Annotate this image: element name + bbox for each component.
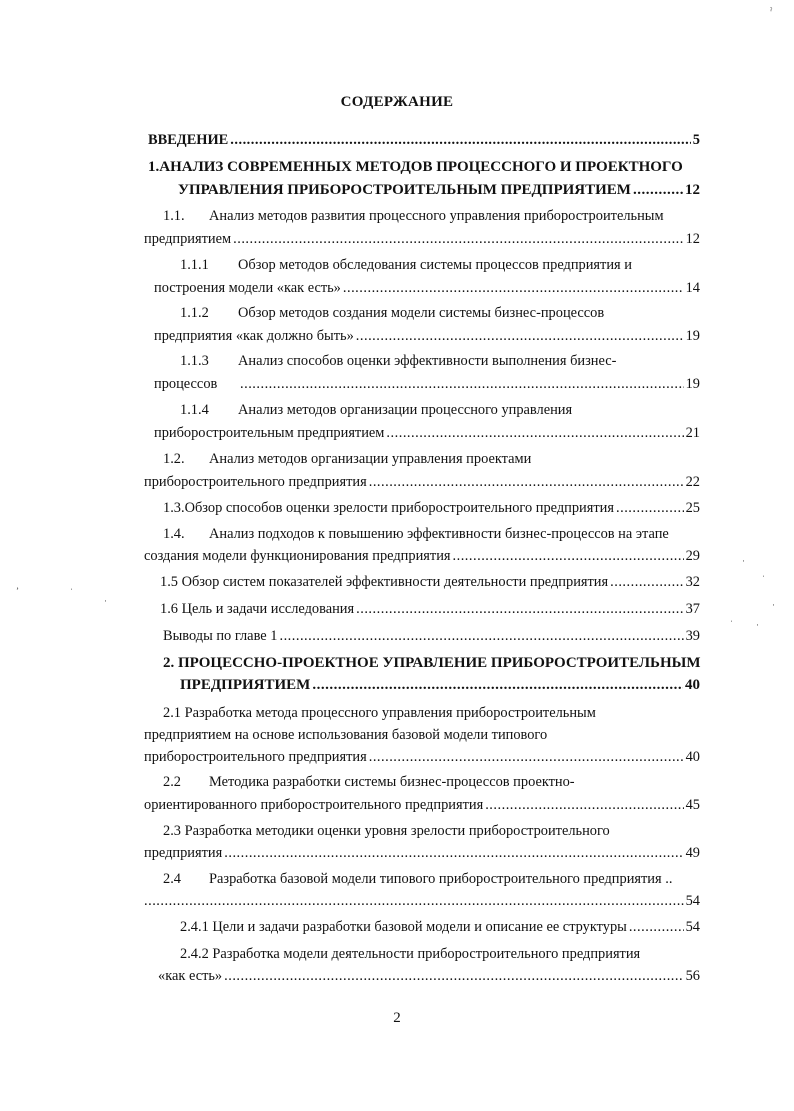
toc-entry-2-4-2-line1: 2.4.2 Разработка модели деятельности приборостроительного предприятия — [180, 946, 641, 962]
toc-entry-intro — [148, 131, 700, 149]
toc-page-number: 54 — [685, 919, 700, 935]
section-number: 1.3. — [163, 500, 185, 516]
leader-dots — [224, 967, 683, 985]
leader-dots — [369, 473, 684, 491]
toc-chapter1-line1: 1.АНАЛИЗ СОВРЕМЕННЫХ МЕТОДОВ ПРОЦЕССНОГО И ПРОЕКТНОГО — [148, 159, 683, 175]
leader-dots — [485, 796, 683, 814]
toc-title: СОДЕРЖАНИЕ — [340, 94, 454, 110]
scan-speck: ˌ — [70, 580, 73, 590]
toc-entry-label: 1.6 Цель и задачи исследования — [160, 601, 355, 617]
leader-dots — [233, 230, 683, 248]
toc-page-number: 39 — [685, 628, 700, 644]
section-number: 1.1.3 — [180, 353, 209, 369]
toc-entry-1-1-3 — [154, 375, 700, 393]
page-number: 2 — [393, 1010, 401, 1026]
toc-entry-1-2-line1 — [163, 450, 531, 468]
toc-entry-1-1-4-line1 — [180, 401, 572, 419]
toc-entry-label: 2.4.1 Цели и задачи разработки базовой модели и описание ее структуры — [180, 919, 627, 935]
toc-entry-label: УПРАВЛЕНИЯ ПРИБОРОСТРОИТЕЛЬНЫМ ПРЕДПРИЯТИЕМ — [178, 182, 631, 198]
section-title: Анализ способов оценки эффективности выполнения бизнес- — [238, 353, 617, 369]
toc-entry-1-2 — [144, 473, 700, 491]
toc-page-number: 37 — [685, 601, 700, 617]
scan-speck: · — [742, 556, 745, 566]
section-number: 1.4. — [163, 526, 185, 542]
scan-speck: · — [772, 600, 775, 610]
leader-dots — [240, 375, 684, 393]
section-number: 1.1.4 — [180, 402, 209, 418]
toc-entry-2-2-line1 — [163, 773, 575, 791]
toc-entry-label: ориентированного приборостроительного предприятия — [144, 797, 484, 813]
section-title: Обзор методов создания модели системы бизнес-процессов — [238, 305, 605, 321]
section-title: Анализ методов развития процессного управления приборостроительным — [209, 208, 664, 224]
toc-entry-2-1 — [144, 748, 700, 766]
toc-page-number: 54 — [685, 893, 700, 909]
toc-page-number: 21 — [685, 425, 700, 441]
toc-entry-2-4-2 — [158, 967, 700, 985]
scan-speck: · — [756, 620, 759, 630]
leader-dots — [356, 327, 684, 345]
toc-entry-chapter1 — [178, 181, 700, 199]
leader-dots — [386, 424, 683, 442]
toc-entry-2-1-line1: 2.1 Разработка метода процессного управления приборостроительным — [163, 705, 596, 721]
toc-entry-1-1-2 — [154, 327, 700, 345]
leader-dots — [230, 131, 691, 149]
leader-dots — [633, 181, 683, 199]
leader-dots — [356, 600, 683, 618]
leader-dots — [629, 918, 684, 936]
section-title: Обзор методов обследования системы процессов предприятия и — [238, 257, 632, 273]
toc-entry-conclusions-1 — [163, 627, 700, 645]
toc-entry-chapter2 — [180, 676, 700, 694]
toc-page-number: 25 — [685, 500, 700, 516]
toc-entry-1-3 — [163, 499, 700, 517]
toc-entry-label: приборостроительного предприятия — [144, 474, 367, 490]
toc-entry-1-1 — [144, 230, 700, 248]
section-number: 2.4 — [163, 871, 181, 887]
toc-page-number: 12 — [685, 231, 700, 247]
leader-dots — [610, 573, 683, 591]
section-title: Методика разработки системы бизнес-процессов проектно- — [209, 774, 575, 790]
leader-dots — [144, 892, 684, 910]
scan-speck: · — [104, 596, 107, 606]
toc-page-number: 5 — [692, 132, 700, 148]
toc-entry-2-3 — [144, 844, 700, 862]
section-number: 2.2 — [163, 774, 181, 790]
toc-entry-1-1-1-line1 — [180, 256, 632, 274]
section-title: Анализ подходов к повышению эффективности бизнес-процессов на этапе — [209, 526, 669, 542]
toc-entry-label: Выводы по главе 1 — [163, 628, 278, 644]
leader-dots — [312, 676, 683, 694]
toc-chapter2-line1: 2. ПРОЦЕССНО-ПРОЕКТНОЕ УПРАВЛЕНИЕ ПРИБОРОСТРОИТЕЛЬНЫМ — [163, 655, 701, 671]
section-title: Анализ методов организации процессного управления — [238, 402, 573, 418]
toc-entry-label: предприятием — [144, 231, 232, 247]
toc-page-number: 12 — [685, 182, 700, 198]
toc-entry-label: ПРЕДПРИЯТИЕМ — [180, 677, 311, 693]
toc-entry-2-1-line2: предприятием на основе использования базовой модели типового — [144, 727, 548, 743]
section-number: 1.1.2 — [180, 305, 209, 321]
toc-entry-label: создания модели функционирования предприятия — [144, 548, 451, 564]
section-number: 1.2. — [163, 451, 185, 467]
toc-entry-2-4-line1 — [163, 870, 672, 888]
toc-entry-2-4 — [144, 892, 700, 910]
section-title: Разработка базовой модели типового приборостроительного предприятия — [209, 871, 662, 887]
toc-entry-1-4-line1 — [163, 525, 669, 543]
toc-entry-label: процессов — [154, 376, 218, 392]
toc-entry-label: приборостроительным предприятием — [154, 425, 385, 441]
leader-dots — [343, 279, 684, 297]
toc-page-number: 19 — [685, 328, 700, 344]
toc-entry-1-1-line1 — [163, 207, 664, 225]
toc-entry-1-1-2-line1 — [180, 304, 604, 322]
toc-page-number: 40 — [685, 749, 700, 765]
toc-entry-1-1-4 — [154, 424, 700, 442]
toc-page-number: 19 — [685, 376, 700, 392]
toc-entry-1-6 — [160, 600, 700, 618]
toc-page-number: 49 — [685, 845, 700, 861]
toc-page-number: 40 — [685, 677, 700, 693]
toc-entry-2-2 — [144, 796, 700, 814]
toc-entry-label: построения модели «как есть» — [154, 280, 341, 296]
toc-entry-label: ВВЕДЕНИЕ — [148, 132, 229, 148]
leader-dots — [453, 547, 684, 565]
toc-entry-label: предприятия «как должно быть» — [154, 328, 354, 344]
toc-page-number: 45 — [685, 797, 700, 813]
leader-dots-trail: .. — [665, 871, 673, 887]
leader-dots — [616, 499, 684, 517]
leader-dots — [279, 627, 683, 645]
section-number: 1.1.1 — [180, 257, 209, 273]
section-number: 1.1. — [163, 208, 185, 224]
leader-dots — [224, 844, 683, 862]
toc-page-number: 56 — [685, 968, 700, 984]
toc-page-number: 22 — [685, 474, 700, 490]
toc-entry-label: 1.5 Обзор систем показателей эффективности деятельности предприятия — [160, 574, 609, 590]
toc-page-number: 32 — [685, 574, 700, 590]
toc-entry-label: Обзор способов оценки зрелости приборостроительного предприятия — [184, 500, 614, 516]
toc-entry-1-5 — [160, 573, 700, 591]
toc-entry-1-1-1 — [154, 279, 700, 297]
toc-page-number: 14 — [685, 280, 700, 296]
toc-entry-1-4 — [144, 547, 700, 565]
scan-speck: ˌ — [730, 612, 733, 622]
scan-speck: ˈ — [762, 574, 765, 584]
section-title: Анализ методов организации управления проектами — [209, 451, 532, 467]
scan-speck: ʼ — [16, 586, 19, 596]
toc-entry-label: «как есть» — [158, 968, 223, 984]
toc-page-number: 29 — [685, 548, 700, 564]
toc-entry-label: приборостроительного предприятия — [144, 749, 367, 765]
toc-entry-2-4-1 — [180, 918, 700, 936]
toc-entry-label: предприятия — [144, 845, 223, 861]
scan-speck: ˀ — [770, 6, 773, 16]
leader-dots — [369, 748, 684, 766]
toc-entry-2-3-line1: 2.3 Разработка методики оценки уровня зрелости приборостроительного — [163, 823, 610, 839]
toc-entry-1-1-3-line1 — [180, 352, 616, 370]
